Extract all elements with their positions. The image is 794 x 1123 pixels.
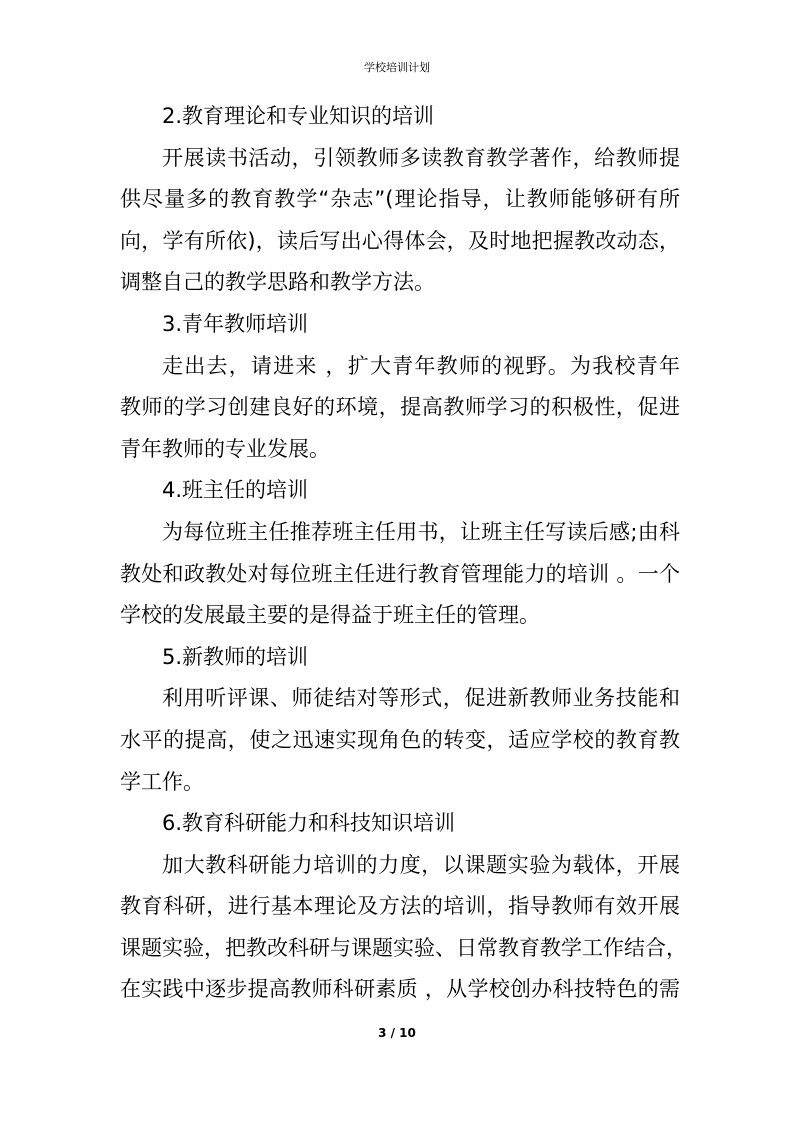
- section-heading: 2.教育理论和专业知识的培训: [162, 104, 435, 128]
- page-number: 3 / 10: [378, 1026, 416, 1040]
- paragraph-line: 调整自己的教学思路和教学方法。: [120, 270, 435, 295]
- paragraph-line: 供尽量多的教育教学“杂志”(理论指导，让教师能够研有所: [120, 187, 680, 212]
- paragraph-line: 课题实验，把教改科研与课题实验、日常教育教学工作结合，: [120, 935, 687, 960]
- paragraph-line: 在实践中逐步提高教师科研素质 ，从学校创办科技特色的需: [120, 977, 680, 1002]
- paragraph-line: 学工作。: [120, 769, 204, 794]
- paragraph-line: 利用听评课、师徒结对等形式，促进新教师业务技能和: [162, 686, 680, 711]
- paragraph-line: 学校的发展最主要的是得益于班主任的管理。: [120, 603, 540, 628]
- section-heading: 5.新教师的培训: [162, 644, 309, 669]
- section-heading: 6.教育科研能力和科技知识培训: [162, 811, 456, 836]
- paragraph-line: 向，学有所依)，读后写出心得体会，及时地把握教改动态，: [120, 228, 680, 253]
- paragraph-line: 开展读书活动，引领教师多读教育教学著作，给教师提: [162, 145, 680, 170]
- paragraph-line: 水平的提高，使之迅速实现角色的转变，适应学校的教育教: [120, 727, 680, 752]
- paragraph-line: 教育科研，进行基本理论及方法的培训，指导教师有效开展: [120, 894, 680, 919]
- paragraph-line: 走出去，请进来 ，扩大青年教师的视野。为我校青年: [162, 353, 680, 378]
- paragraph-line: 青年教师的专业发展。: [120, 436, 330, 461]
- document-body: [120, 96, 687, 1011]
- paragraph-line: 加大教科研能力培训的力度，以课题实验为载体，开展: [162, 852, 680, 877]
- paragraph-line: 教师的学习创建良好的环境，提高教师学习的积极性，促进: [120, 395, 680, 420]
- page-header: 学校培训计划: [364, 61, 430, 74]
- section-heading: 4.班主任的培训: [162, 478, 309, 503]
- paragraph-line: 教处和政教处对每位班主任进行教育管理能力的培训 。一个: [120, 561, 680, 586]
- section-heading: 3.青年教师培训: [162, 311, 309, 336]
- paragraph-line: 为每位班主任推荐班主任用书，让班主任写读后感;由科: [162, 519, 680, 544]
